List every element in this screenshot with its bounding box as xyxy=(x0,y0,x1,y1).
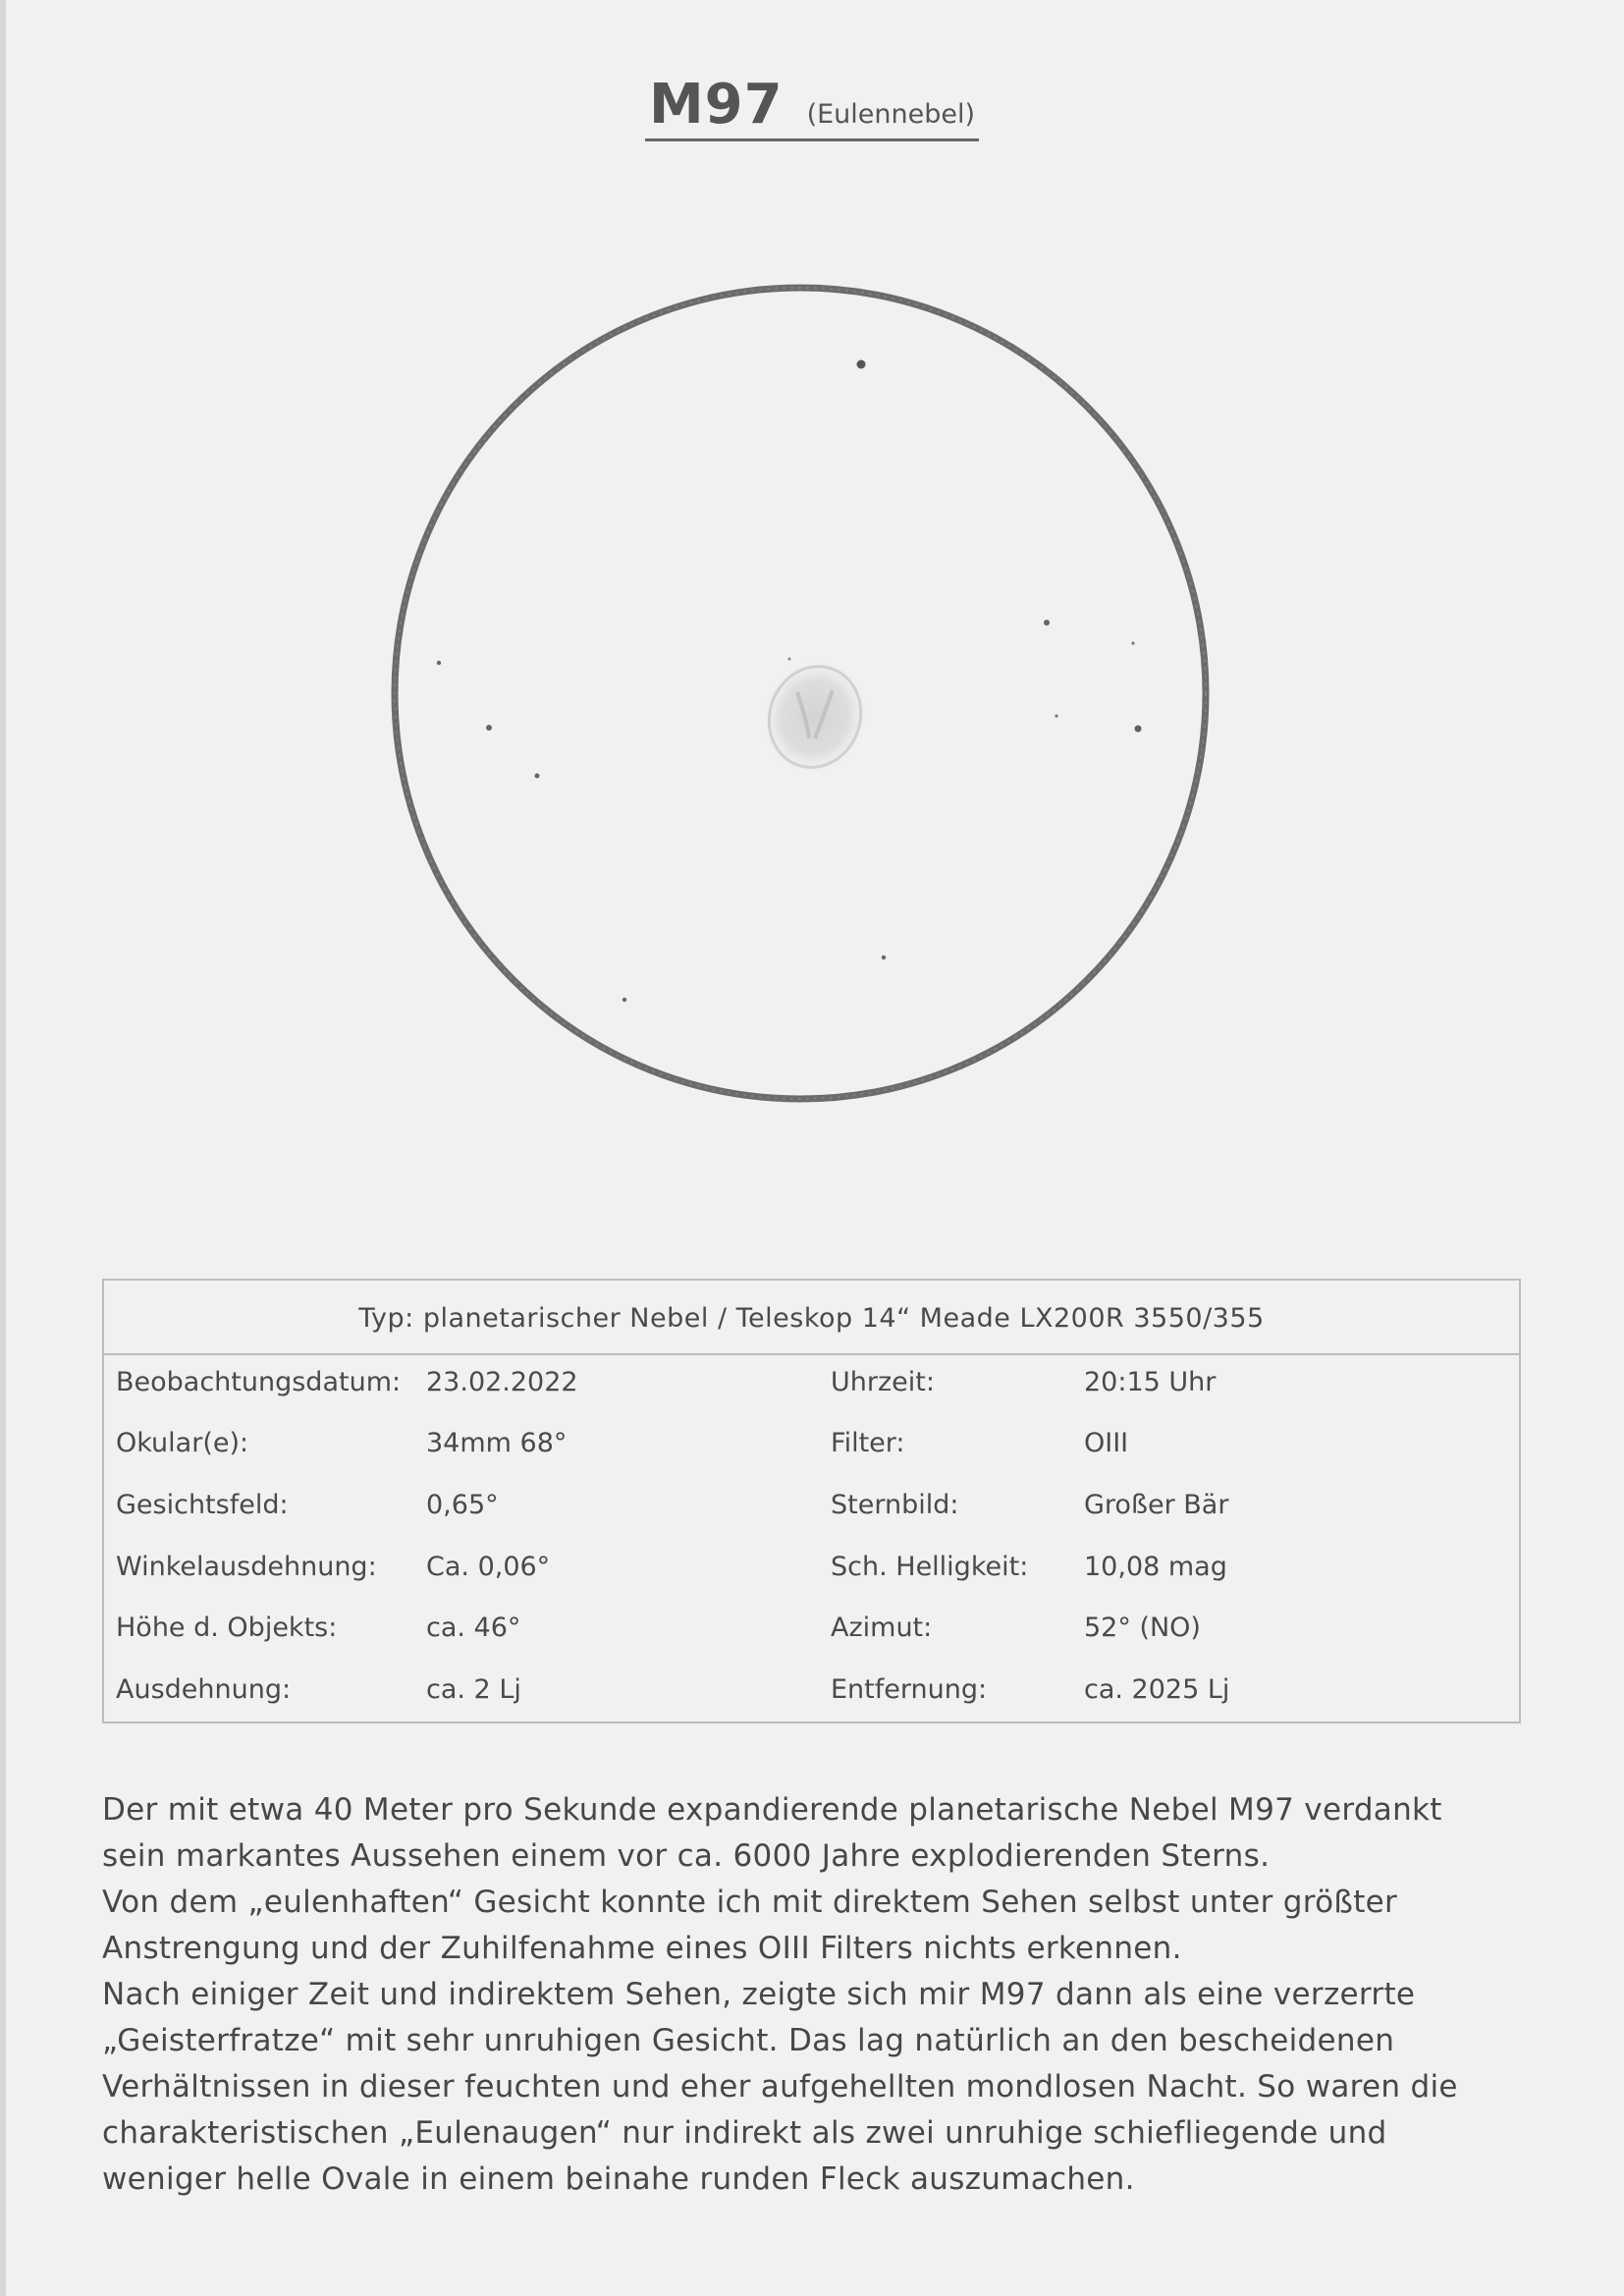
description-line: Der mit etwa 40 Meter pro Sekunde expandierende planetarische Nebel M97 verdankt xyxy=(102,1792,1442,1828)
star xyxy=(1055,714,1057,717)
label-field-of-view: Gesichtsfeld: xyxy=(116,1490,289,1520)
description-line: „Geisterfratze“ mit sehr unruhigen Gesicht. Das lag natürlich an den bescheidenen xyxy=(102,2023,1395,2058)
value-field-of-view: 0,65° xyxy=(426,1490,499,1520)
value-time: 20:15 Uhr xyxy=(1084,1367,1217,1397)
table-row xyxy=(104,1674,1519,1737)
label-filter: Filter: xyxy=(831,1428,905,1458)
star xyxy=(535,774,540,779)
value-magnitude: 10,08 mag xyxy=(1084,1552,1227,1582)
value-extent: ca. 2 Lj xyxy=(426,1674,521,1705)
description-line: Verhältnissen in dieser feuchten und eher aufgehellten mondlosen Nacht. So waren die xyxy=(102,2069,1458,2105)
label-eyepiece: Okular(e): xyxy=(116,1428,249,1458)
star xyxy=(882,956,886,959)
value-date: 23.02.2022 xyxy=(426,1367,578,1397)
star xyxy=(1135,726,1142,733)
label-magnitude: Sch. Helligkeit: xyxy=(831,1552,1029,1582)
value-filter: OIII xyxy=(1084,1428,1129,1458)
description-line: Anstrengung und der Zuhilfenahme eines OIII Filters nichts erkennen. xyxy=(102,1931,1182,1966)
observation-table xyxy=(102,1279,1521,1723)
page-subtitle: (Eulennebel) xyxy=(806,99,976,130)
star xyxy=(623,998,626,1002)
label-angular-size: Winkelausdehnung: xyxy=(116,1552,377,1582)
value-altitude: ca. 46° xyxy=(426,1613,521,1643)
star xyxy=(788,658,791,661)
table-row xyxy=(104,1490,1519,1553)
label-extent: Ausdehnung: xyxy=(116,1674,292,1705)
label-date: Beobachtungsdatum: xyxy=(116,1367,402,1397)
label-altitude: Höhe d. Objekts: xyxy=(116,1613,338,1643)
star xyxy=(486,725,492,731)
description-line: sein markantes Aussehen einem vor ca. 6000 Jahre explodierenden Sterns. xyxy=(102,1838,1271,1874)
table-row xyxy=(104,1367,1519,1430)
value-azimuth: 52° (NO) xyxy=(1084,1613,1201,1643)
page-title: M97 xyxy=(648,73,784,137)
description-line: Nach einiger Zeit und indirektem Sehen, zeigte sich mir M97 dann als eine verzerrte xyxy=(102,1977,1416,2012)
value-constellation: Großer Bär xyxy=(1084,1490,1229,1520)
label-constellation: Sternbild: xyxy=(831,1490,959,1520)
label-distance: Entfernung: xyxy=(831,1674,988,1705)
description-line: Von dem „eulenhaften“ Gesicht konnte ich mit direktem Sehen selbst unter größter xyxy=(102,1885,1398,1920)
label-time: Uhrzeit: xyxy=(831,1367,935,1397)
nebula-m97 xyxy=(748,647,883,788)
star xyxy=(857,360,866,369)
description-text xyxy=(102,1787,1545,2203)
star xyxy=(437,661,441,665)
table-row xyxy=(104,1428,1519,1491)
description-line: charakteristischen „Eulenaugen“ nur indirekt als zwei unruhige schiefliegende und xyxy=(102,2115,1387,2151)
table-row xyxy=(104,1552,1519,1614)
star xyxy=(1131,641,1134,644)
table-row xyxy=(104,1613,1519,1675)
star xyxy=(1044,620,1050,626)
value-angular-size: Ca. 0,06° xyxy=(426,1552,551,1582)
value-distance: ca. 2025 Lj xyxy=(1084,1674,1230,1705)
table-header: Typ: planetarischer Nebel / Teleskop 14“ Meade LX200R 3550/355 xyxy=(104,1281,1519,1355)
value-eyepiece: 34mm 68° xyxy=(426,1428,568,1458)
label-azimuth: Azimut: xyxy=(831,1613,933,1643)
description-line: weniger helle Ovale in einem beinahe runden Fleck auszumachen. xyxy=(102,2161,1135,2197)
